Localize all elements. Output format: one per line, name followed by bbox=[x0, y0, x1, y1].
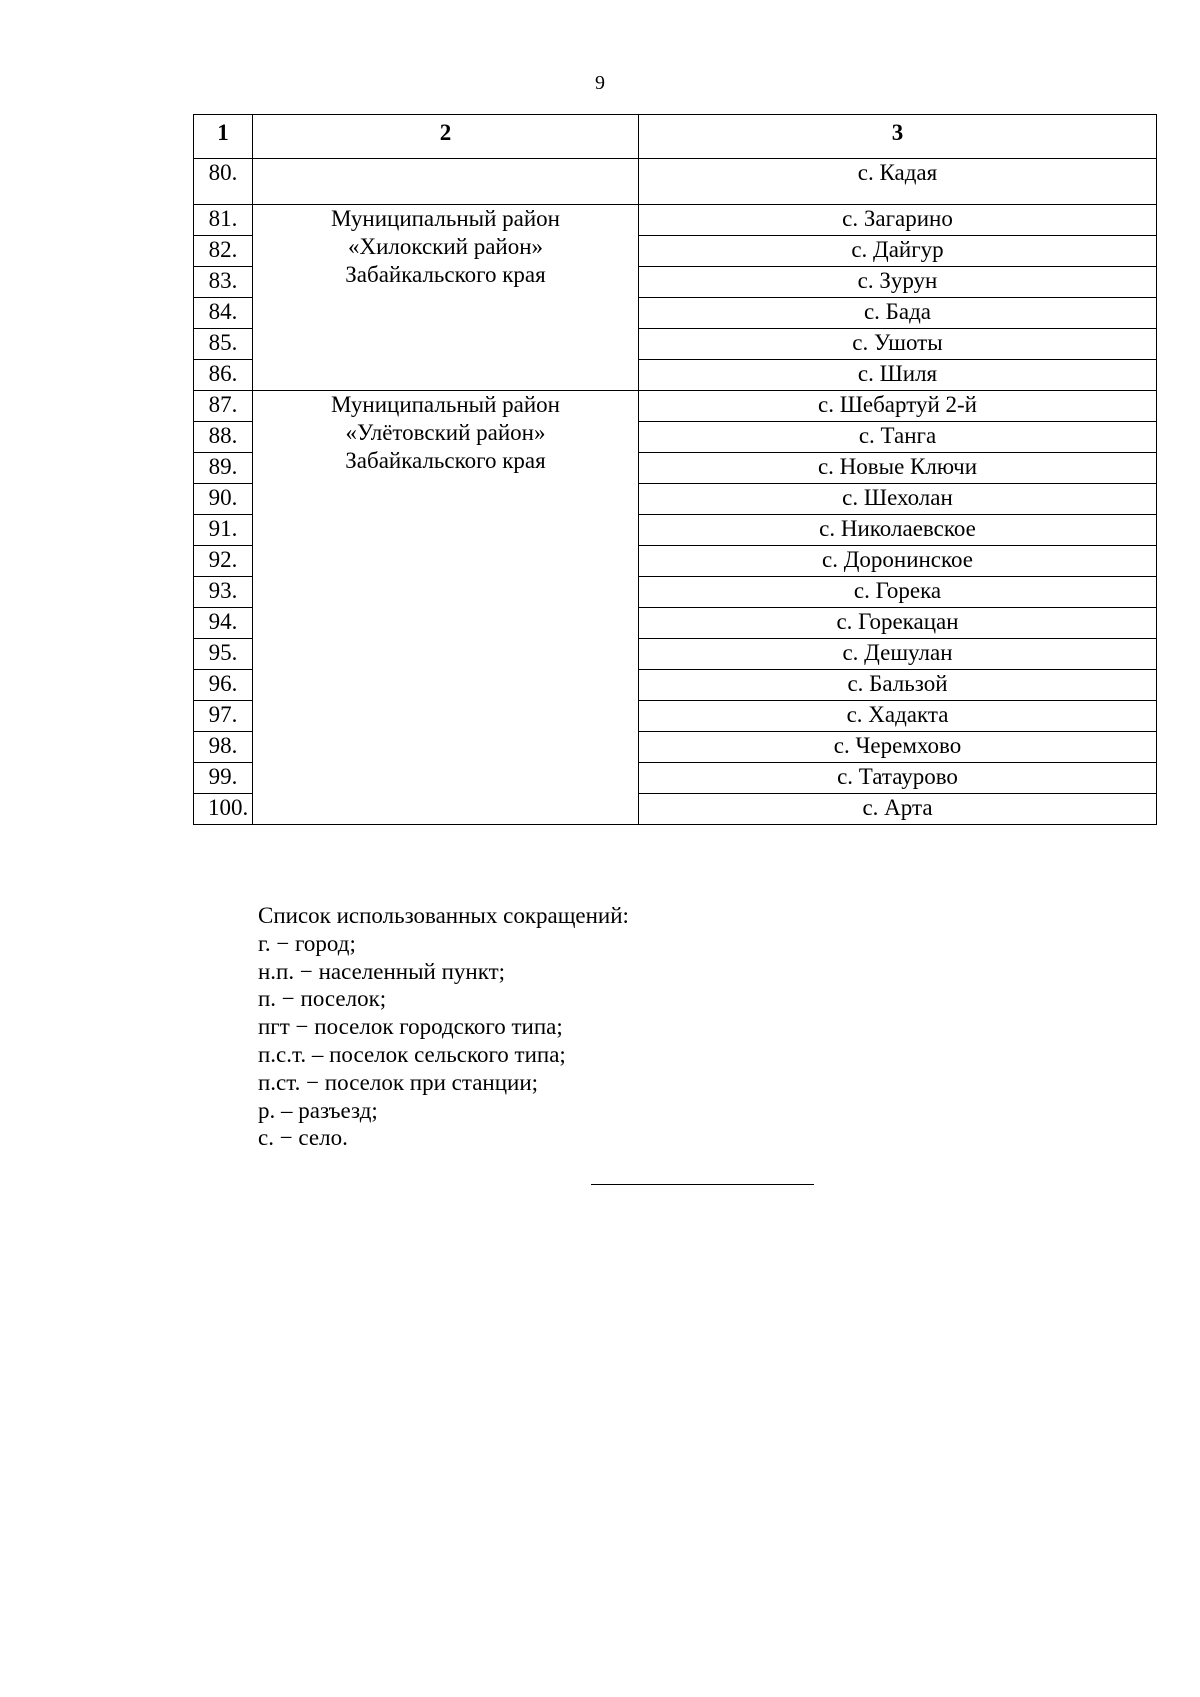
row-number: 95. bbox=[194, 639, 253, 670]
district-line: «Хилокский район» bbox=[347, 234, 544, 259]
settlement-name: с. Арта bbox=[639, 794, 1157, 825]
table-row bbox=[194, 205, 1157, 236]
row-number: 100. bbox=[194, 794, 253, 825]
abbreviation-item: п. − поселок; bbox=[258, 986, 387, 1012]
settlement-name: с. Шехолан bbox=[639, 484, 1157, 515]
abbreviations-title: Список использованных сокращений: bbox=[258, 903, 629, 928]
district-line: Забайкальского края bbox=[345, 262, 546, 287]
abbreviation-item: р. – разъезд; bbox=[258, 1097, 378, 1123]
abbreviations-list bbox=[258, 902, 629, 1152]
row-number: 89. bbox=[194, 453, 253, 484]
settlement-name: с. Новые Ключи bbox=[639, 453, 1157, 484]
settlement-name: с. Танга bbox=[639, 422, 1157, 453]
row-number: 88. bbox=[194, 422, 253, 453]
row-number: 86. bbox=[194, 360, 253, 391]
row-number: 82. bbox=[194, 236, 253, 267]
abbreviation-item: п.ст. − поселок при станции; bbox=[258, 1069, 539, 1095]
settlement-name: с. Татаурово bbox=[639, 763, 1157, 794]
settlement-name: с. Кадая bbox=[639, 159, 1157, 205]
settlement-name: с. Черемхово bbox=[639, 732, 1157, 763]
row-number: 81. bbox=[194, 205, 253, 236]
row-number: 98. bbox=[194, 732, 253, 763]
row-number: 94. bbox=[194, 608, 253, 639]
settlement-name: с. Зурун bbox=[639, 267, 1157, 298]
settlement-name: с. Дешулан bbox=[639, 639, 1157, 670]
row-number: 97. bbox=[194, 701, 253, 732]
row-number: 87. bbox=[194, 391, 253, 422]
row-number: 80. bbox=[194, 159, 253, 205]
settlement-name: с. Ушоты bbox=[639, 329, 1157, 360]
district-cell-uletov bbox=[253, 391, 639, 825]
column-header-number: 1 bbox=[194, 115, 253, 159]
column-header-district: 2 bbox=[253, 115, 639, 159]
abbreviation-item: пгт − поселок городского типа; bbox=[258, 1014, 563, 1040]
table-row bbox=[194, 391, 1157, 422]
settlement-name: с. Горека bbox=[639, 577, 1157, 608]
settlement-name: с. Дайгур bbox=[639, 236, 1157, 267]
abbreviation-item: г. − город; bbox=[258, 930, 356, 956]
row-number: 91. bbox=[194, 515, 253, 546]
row-number: 96. bbox=[194, 670, 253, 701]
table-header-row bbox=[194, 115, 1157, 159]
district-line: Муниципальный район bbox=[331, 206, 560, 231]
settlement-name: с. Загарино bbox=[639, 205, 1157, 236]
row-number: 83. bbox=[194, 267, 253, 298]
row-number: 84. bbox=[194, 298, 253, 329]
abbreviation-item: с. − село. bbox=[258, 1125, 348, 1151]
row-number: 99. bbox=[194, 763, 253, 794]
settlements-table bbox=[193, 114, 1157, 825]
row-number: 92. bbox=[194, 546, 253, 577]
settlement-name: с. Шиля bbox=[639, 360, 1157, 391]
abbreviation-item: п.с.т. – поселок сельского типа; bbox=[258, 1041, 566, 1067]
settlement-name: с. Доронинское bbox=[639, 546, 1157, 577]
abbreviation-item: н.п. − населенный пункт; bbox=[258, 958, 506, 984]
end-of-document-rule bbox=[591, 1184, 814, 1185]
settlement-name: с. Хадакта bbox=[639, 701, 1157, 732]
district-cell-khilok bbox=[253, 205, 639, 391]
district-line: Муниципальный район bbox=[331, 392, 560, 417]
row-number: 85. bbox=[194, 329, 253, 360]
district-line: «Улётовский район» bbox=[345, 420, 546, 445]
settlement-name: с. Шебартуй 2-й bbox=[639, 391, 1157, 422]
row-number: 90. bbox=[194, 484, 253, 515]
district-line: Забайкальского края bbox=[345, 448, 546, 473]
settlement-name: с. Николаевское bbox=[639, 515, 1157, 546]
column-header-settlement: 3 bbox=[639, 115, 1157, 159]
page-number: 9 bbox=[595, 72, 605, 94]
settlement-name: с. Горекацан bbox=[639, 608, 1157, 639]
settlement-name: с. Бальзой bbox=[639, 670, 1157, 701]
row-number: 93. bbox=[194, 577, 253, 608]
settlement-name: с. Бада bbox=[639, 298, 1157, 329]
table-row bbox=[194, 159, 1157, 205]
district-cell-empty bbox=[253, 159, 639, 205]
